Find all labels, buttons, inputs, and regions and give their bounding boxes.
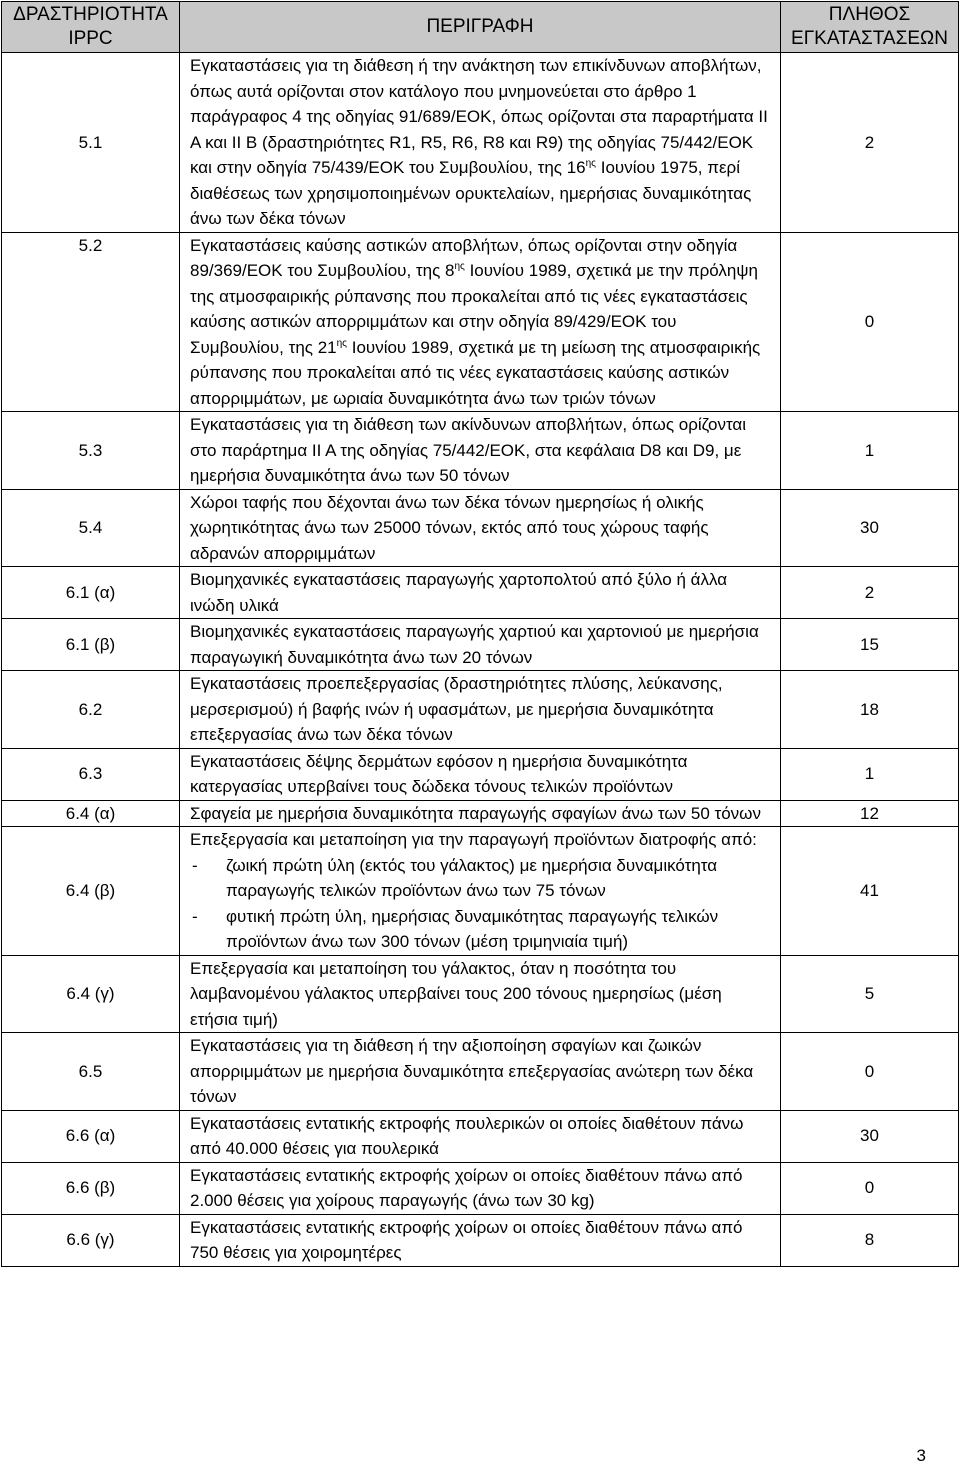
table-row	[2, 567, 959, 619]
installation-count: 5	[781, 955, 959, 1033]
installation-count: 30	[781, 489, 959, 567]
installation-count: 2	[781, 53, 959, 233]
activity-code: 6.6 (γ)	[2, 1214, 180, 1266]
table-row	[2, 748, 959, 800]
activity-code: 6.5	[2, 1033, 180, 1111]
activity-description: Βιομηχανικές εγκαταστάσεις παραγωγής χαρτιού και χαρτονιού με ημερήσια παραγωγική δυναμικότητα άνω των 20 τόνων	[180, 619, 781, 671]
ippc-activities-table	[1, 1, 959, 1267]
activity-code: 6.4 (α)	[2, 800, 180, 827]
activity-code: 6.4 (γ)	[2, 955, 180, 1033]
activity-code: 6.6 (β)	[2, 1162, 180, 1214]
activity-code: 6.1 (β)	[2, 619, 180, 671]
activity-description: Βιομηχανικές εγκαταστάσεις παραγωγής χαρτοπολτού από ξύλο ή άλλα ινώδη υλικά	[180, 567, 781, 619]
activity-description: Σφαγεία με ημερήσια δυναμικότητα παραγωγής σφαγίων άνω των 50 τόνων	[180, 800, 781, 827]
installation-count: 18	[781, 671, 959, 749]
installation-count: 1	[781, 748, 959, 800]
table-row	[2, 232, 959, 412]
activity-code: 5.1	[2, 53, 180, 233]
activity-description: Εγκαταστάσεις για τη διάθεση ή την αξιοποίηση σφαγίων και ζωικών απορριμμάτων με ημερήσια δυναμικότητα επεξεργασίας ανώτερη των δέκα τόνων	[180, 1033, 781, 1111]
activity-description: Χώροι ταφής που δέχονται άνω των δέκα τόνων ημερησίως ή ολικής χωρητικότητας άνω των 25000 τόνων, εκτός από τους χώρους ταφής αδρανών απορριμμάτων	[180, 489, 781, 567]
activity-description: Εγκαταστάσεις εντατικής εκτροφής πουλερικών οι οποίες διαθέτουν πάνω από 40.000 θέσεις για πουλερικά	[180, 1110, 781, 1162]
table-row	[2, 412, 959, 490]
header-description: ΠΕΡΙΓΡΑΦΗ	[180, 2, 781, 53]
activity-code: 5.3	[2, 412, 180, 490]
installation-count: 0	[781, 232, 959, 412]
table-row	[2, 827, 959, 956]
installation-count: 1	[781, 412, 959, 490]
page-number: 3	[916, 1446, 926, 1465]
table-header-row	[2, 2, 959, 53]
table-row	[2, 489, 959, 567]
bullet-dash: -	[192, 855, 198, 875]
activity-description: Εγκαταστάσεις προεπεξεργασίας (δραστηριότητες πλύσης, λεύκανσης, μερσερισμού) ή βαφής ινών ή υφασμάτων, με ημερήσια δυναμικότητα επεξεργασίας άνω των δέκα τόνων	[180, 671, 781, 749]
activity-code: 5.4	[2, 489, 180, 567]
activity-code: 6.6 (α)	[2, 1110, 180, 1162]
activity-description: Εγκαταστάσεις εντατικής εκτροφής χοίρων οι οποίες διαθέτουν πάνω από 750 θέσεις για χοιρομητέρες	[180, 1214, 781, 1266]
activity-code: 6.1 (α)	[2, 567, 180, 619]
bullet-item: - φυτική πρώτη ύλη, ημερήσιας δυναμικότητας παραγωγής τελικών προϊόντων άνω των 300 τόνων (μέση τριμηνιαία τιμή)	[190, 904, 772, 955]
table-row	[2, 800, 959, 827]
table-row	[2, 1033, 959, 1111]
activity-code: 6.2	[2, 671, 180, 749]
table-row	[2, 1214, 959, 1266]
installation-count: 2	[781, 567, 959, 619]
table-row	[2, 671, 959, 749]
header-count: ΠΛΗΘΟΣ ΕΓΚΑΤΑΣΤΑΣΕΩΝ	[781, 2, 959, 53]
description-intro: Επεξεργασία και μεταποίηση για την παραγωγή προϊόντων διατροφής από:	[190, 830, 757, 849]
installation-count: 12	[781, 800, 959, 827]
table-row	[2, 1162, 959, 1214]
activity-description: Εγκαταστάσεις εντατικής εκτροφής χοίρων οι οποίες διαθέτουν πάνω από 2.000 θέσεις για χοίρους παραγωγής (άνω των 30 kg)	[180, 1162, 781, 1214]
activity-code: 5.2	[2, 232, 180, 412]
header-activity: ΔΡΑΣΤΗΡΙΟΤΗΤΑ IPPC	[2, 2, 180, 53]
activity-description	[180, 827, 781, 956]
installation-count: 0	[781, 1033, 959, 1111]
bullet-dash: -	[192, 906, 198, 926]
activity-description: Εγκαταστάσεις δέψης δερμάτων εφόσον η ημερήσια δυναμικότητα κατεργασίας υπερβαίνει τους δώδεκα τόνους τελικών προϊόντων	[180, 748, 781, 800]
activity-description: Επεξεργασία και μεταποίηση του γάλακτος, όταν η ποσότητα του λαμβανομένου γάλακτος υπερβαίνει τους 200 τόνους ημερησίως (μέση ετήσια τιμή)	[180, 955, 781, 1033]
installation-count: 8	[781, 1214, 959, 1266]
activity-code: 6.4 (β)	[2, 827, 180, 956]
installation-count: 41	[781, 827, 959, 956]
activity-description: Εγκαταστάσεις για τη διάθεση ή την ανάκτηση των επικίνδυνων αποβλήτων, όπως αυτά ορίζονται στον κατάλογο που μνημονεύεται στο άρθρο 1 παράγραφος 4 της οδηγίας 91/689/ΕΟΚ, όπως ορίζονται στα παραρτήματα ΙΙ Α και ΙΙ Β (δραστηριότητες R1, R5, R6, R8 και R9) της οδηγίας 75/442/ΕΟΚ και στην οδηγία 75/439/ΕΟΚ του Συμβουλίου, της $16^{\eta\varsigma}$ Ιουνίου 1975, περί διαθέσεως των χρησιμοποιημένων ορυκτελαίων, ημερήσιας δυναμικότητας άνω των δέκα τόνων	[180, 53, 781, 233]
table-row	[2, 53, 959, 233]
installation-count: 0	[781, 1162, 959, 1214]
activity-description: Εγκαταστάσεις καύσης αστικών αποβλήτων, όπως ορίζονται στην οδηγία 89/369/ΕΟΚ του Συμβουλίου, της $8^{\eta\varsigma}$ Ιουνίου 1989, σχετικά με την πρόληψη της ατμοσφαιρικής ρύπανσης που προκαλείται από τις νέες εγκαταστάσεις καύσης αστικών απορριμμάτων και στην οδηγία 89/429/ΕΟΚ του Συμβουλίου, της $21^{\eta\varsigma}$ Ιουνίου 1989, σχετικά με τη μείωση της ατμοσφαιρικής ρύπανσης που προκαλείται από τις νέες εγκαταστάσεις καύσης αστικών απορριμμάτων, με ωριαία δυναμικότητα άνω των τριών τόνων	[180, 232, 781, 412]
activity-description: Εγκαταστάσεις για τη διάθεση των ακίνδυνων αποβλήτων, όπως ορίζονται στο παράρτημα ΙΙ Α της οδηγίας 75/442/ΕΟΚ, στα κεφάλαια D8 και D9, με ημερήσια δυναμικότητα άνω των 50 τόνων	[180, 412, 781, 490]
table-row	[2, 619, 959, 671]
activity-code: 6.3	[2, 748, 180, 800]
installation-count: 30	[781, 1110, 959, 1162]
table-row	[2, 955, 959, 1033]
installation-count: 15	[781, 619, 959, 671]
bullet-item: - ζωική πρώτη ύλη (εκτός του γάλακτος) με ημερήσια δυναμικότητα παραγωγής τελικών προϊόντων άνω των 75 τόνων	[190, 853, 772, 904]
table-row	[2, 1110, 959, 1162]
